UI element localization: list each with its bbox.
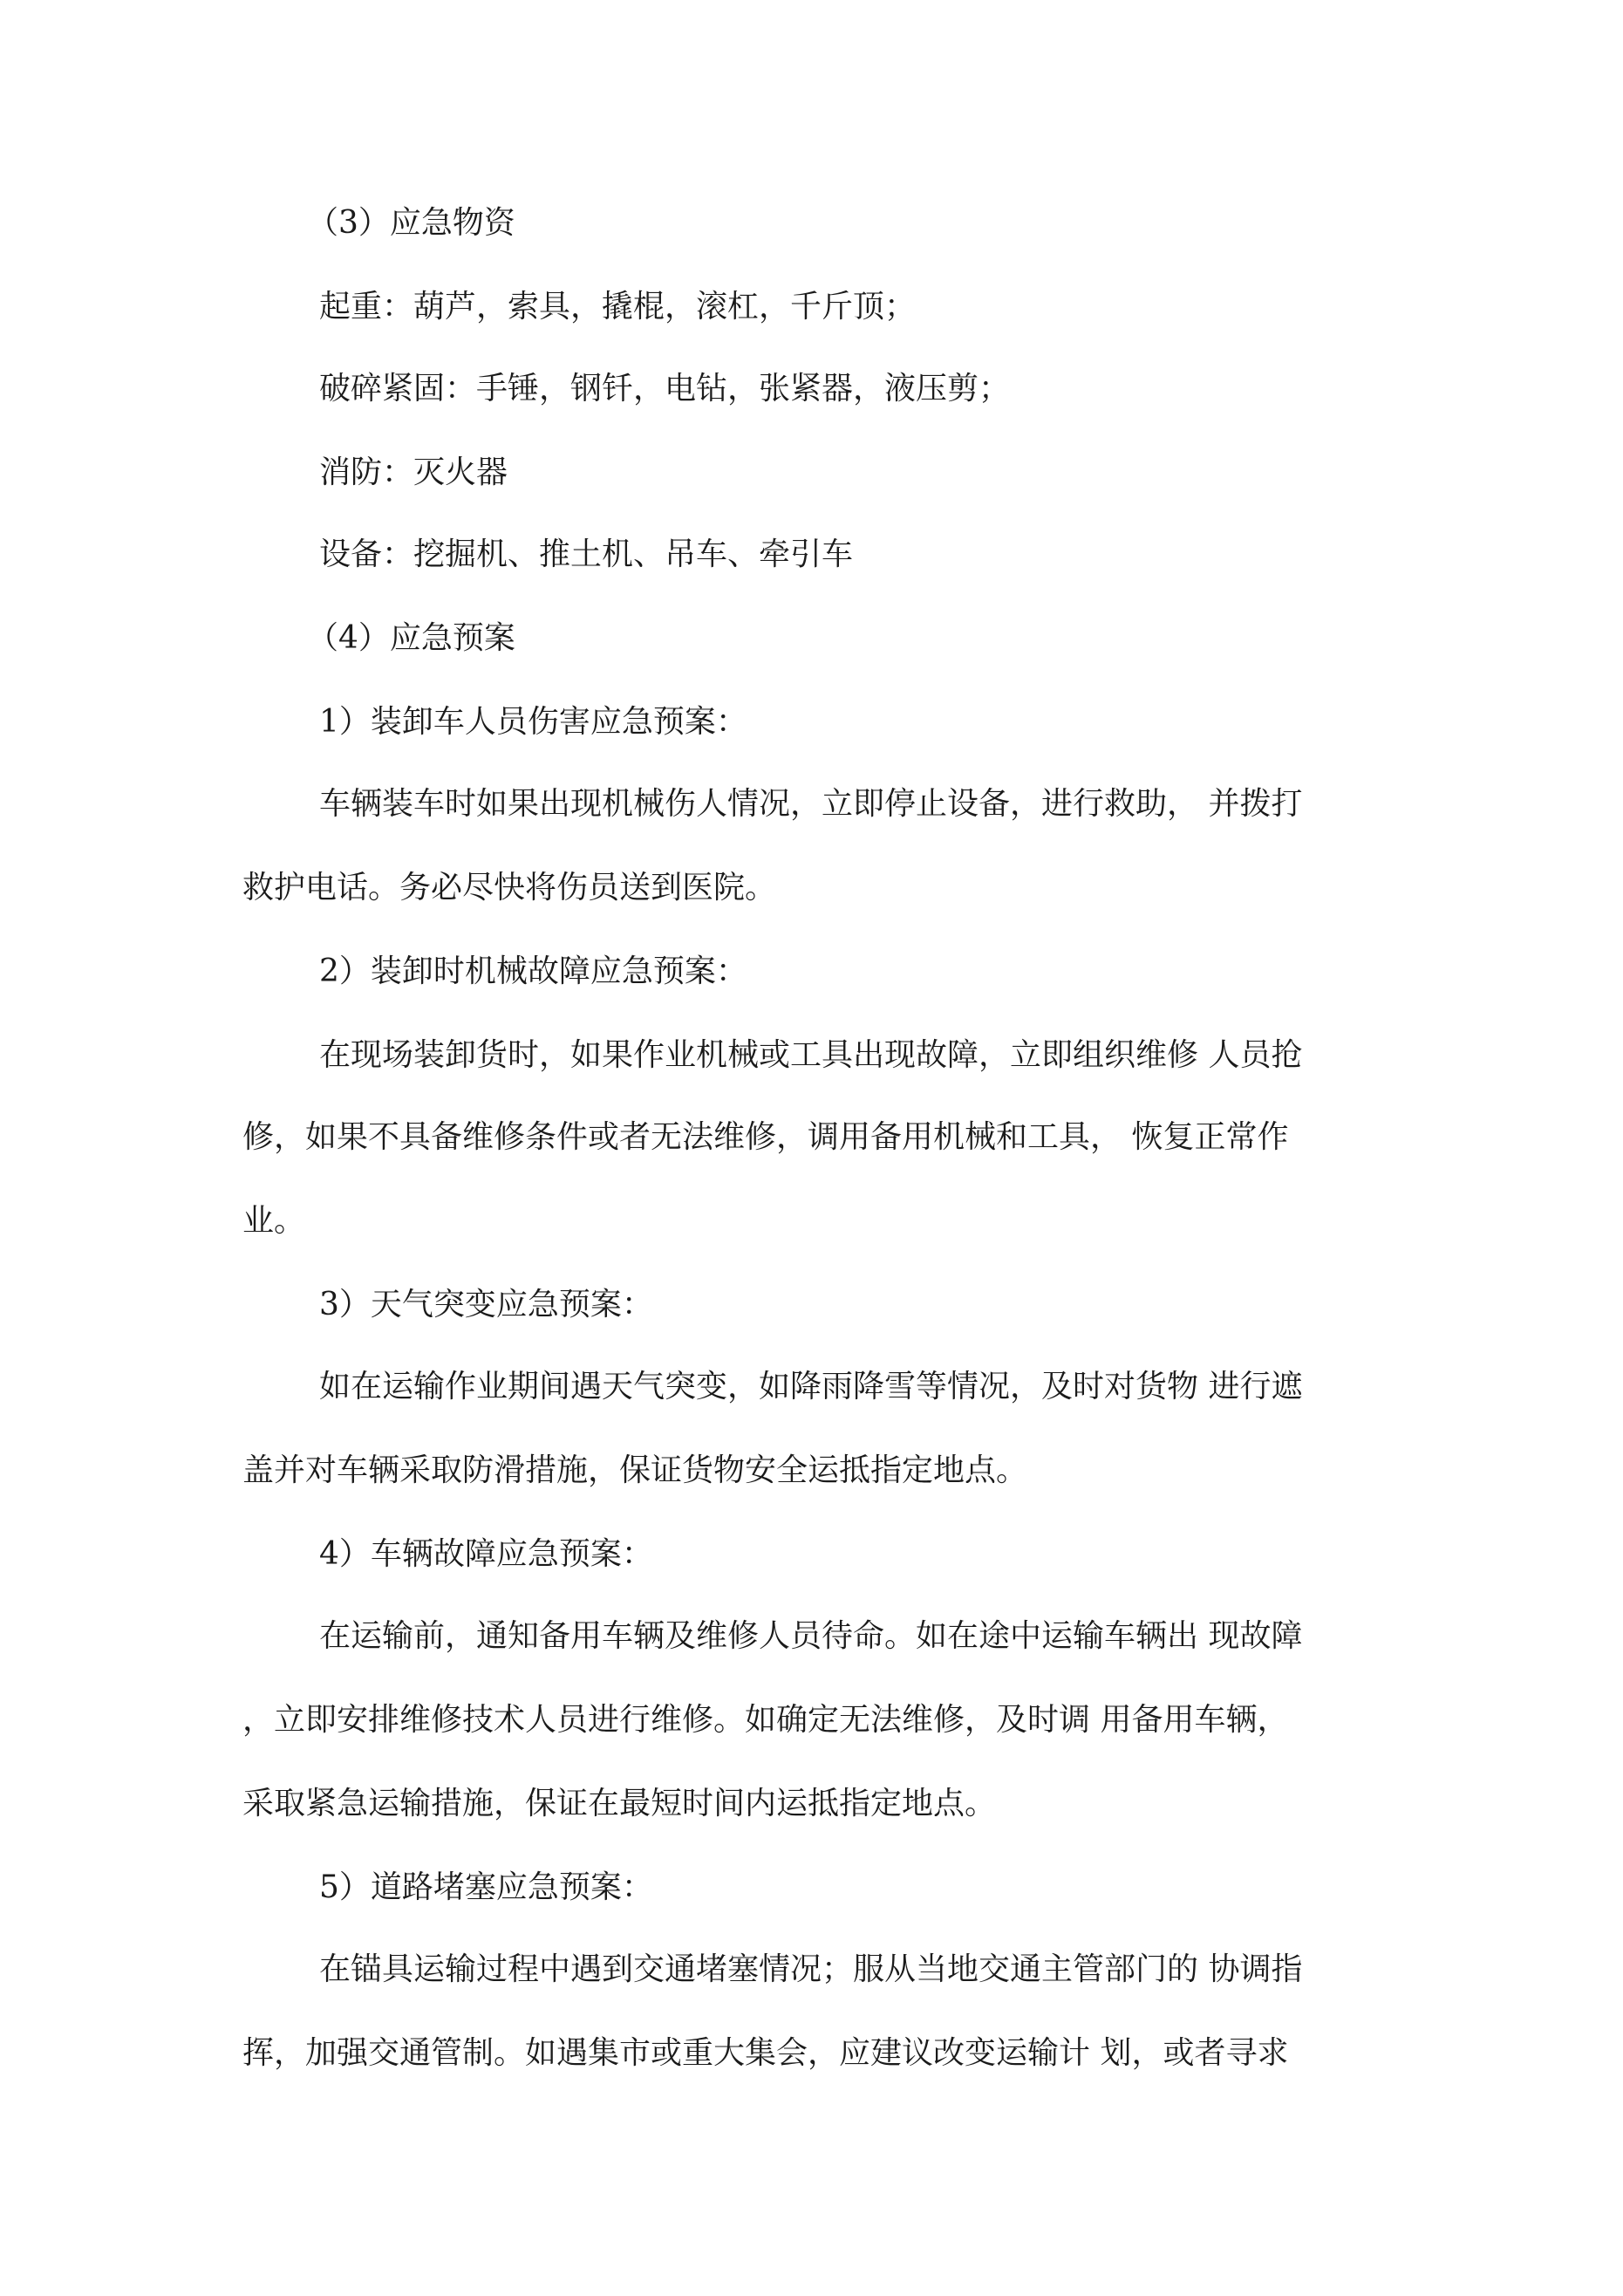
subheading-plan-1: 1）装卸车人员伤害应急预案： [319, 704, 747, 740]
section-heading-emergency-supplies: （3）应急物资 [307, 205, 515, 241]
subheading-plan-3: 3）天气突变应急预案： [319, 1287, 653, 1322]
paragraph-lifting: 起重：葫芦，索具，撬棍，滚杠，千斤顶； [319, 289, 917, 325]
subheading-plan-2: 2）装卸时机械故障应急预案： [319, 953, 747, 989]
paragraph-plan-4-line-2: ，立即安排维修技术人员进行维修。如确定无法维修，及时调 用备用车辆， [242, 1702, 1289, 1738]
subheading-plan-5: 5）道路堵塞应急预案： [319, 1869, 653, 1905]
paragraph-plan-1-line-1: 车辆装车时如果出现机械伤人情况，立即停止设备，进行救助， 并拨打 [319, 786, 1303, 822]
paragraph-plan-3-line-2: 盖并对车辆采取防滑措施，保证货物安全运抵指定地点。 [242, 1452, 1028, 1488]
paragraph-plan-1-line-2: 救护电话。务必尽快将伤员送到医院。 [242, 870, 777, 905]
paragraph-plan-5-line-1: 在锚具运输过程中遇到交通堵塞情况；服从当地交通主管部门的 协调指 [319, 1951, 1303, 1987]
paragraph-plan-4-line-3: 采取紧急运输措施，保证在最短时间内运抵指定地点。 [242, 1786, 997, 1821]
paragraph-crushing-fastening: 破碎紧固：手锤，钢钎，电钻，张紧器，液压剪； [319, 371, 1011, 407]
paragraph-equipment: 设备：挖掘机、推土机、吊车、牵引车 [319, 536, 854, 572]
paragraph-plan-2-line-1: 在现场装卸货时，如果作业机械或工具出现故障，立即组织维修 人员抢 [319, 1037, 1303, 1073]
paragraph-plan-5-line-2: 挥，加强交通管制。如遇集市或重大集会，应建议改变运输计 划，或者寻求 [242, 2035, 1289, 2071]
subheading-plan-4: 4）车辆故障应急预案： [319, 1536, 653, 1572]
paragraph-plan-4-line-1: 在运输前，通知备用车辆及维修人员待命。如在途中运输车辆出 现故障 [319, 1618, 1303, 1654]
paragraph-plan-2-line-3: 业。 [242, 1203, 306, 1239]
paragraph-plan-3-line-1: 如在运输作业期间遇天气突变，如降雨降雪等情况，及时对货物 进行遮 [319, 1369, 1303, 1404]
paragraph-fire-fighting: 消防：灭火器 [319, 454, 508, 490]
paragraph-plan-2-line-2: 修，如果不具备维修条件或者无法维修，调用备用机械和工具， 恢复正常作 [242, 1119, 1289, 1155]
section-heading-emergency-plans: （4）应急预案 [307, 620, 515, 656]
